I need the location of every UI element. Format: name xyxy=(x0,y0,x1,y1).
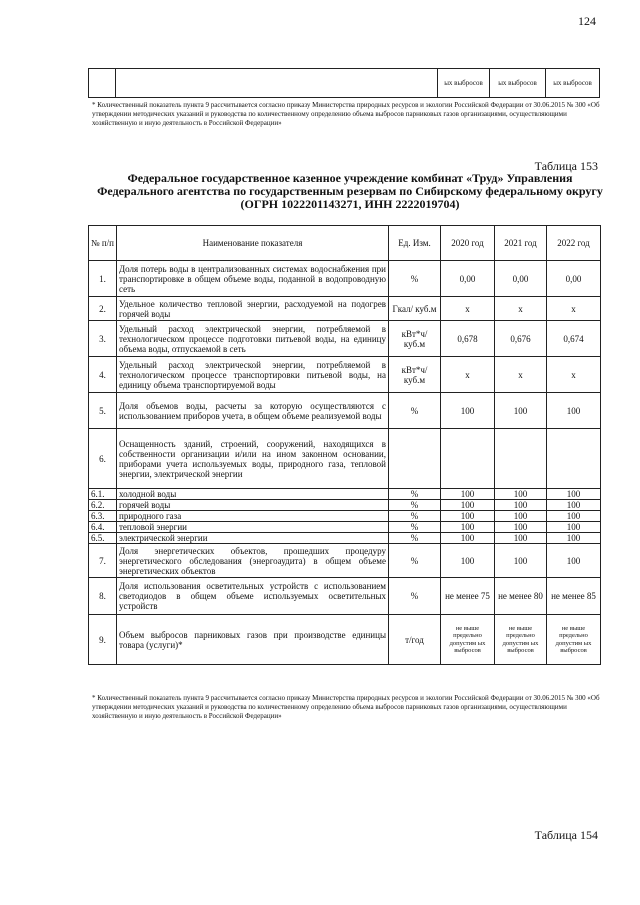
table-row xyxy=(89,522,601,533)
value-2022: х xyxy=(547,297,601,321)
value-2022 xyxy=(547,429,601,489)
indicator-name: Удельный расход электрической энергии, потребляемой в технологическом процессе транспортировки питьевой воды, на единицу объема транспортируемой воды xyxy=(117,357,389,393)
value-2022: 100 xyxy=(547,533,601,544)
value-2022: 100 xyxy=(547,544,601,578)
table-row xyxy=(89,533,601,544)
table-row xyxy=(89,69,600,98)
value-2021: х xyxy=(495,297,547,321)
value-2020: 100 xyxy=(441,500,495,511)
unit: т/год xyxy=(389,615,441,665)
value-2020: х xyxy=(441,297,495,321)
value-2021 xyxy=(495,429,547,489)
value-2022: не менее 85 xyxy=(547,578,601,615)
table-row xyxy=(89,500,601,511)
row-number: 6. xyxy=(89,429,117,489)
row-number: 2. xyxy=(89,297,117,321)
unit: % xyxy=(389,393,441,429)
next-table-label: Таблица 154 xyxy=(534,828,598,842)
value-2021: 100 xyxy=(495,500,547,511)
unit xyxy=(389,429,441,489)
row-number: 8. xyxy=(89,578,117,615)
value-2020: 100 xyxy=(441,393,495,429)
row-number: 9. xyxy=(89,615,117,665)
unit: Гкал/ куб.м xyxy=(389,297,441,321)
table-row xyxy=(89,489,601,500)
value-2021: 100 xyxy=(495,544,547,578)
unit: % xyxy=(389,544,441,578)
table-cell: ых выбросов xyxy=(546,69,600,98)
value-2022: 100 xyxy=(547,489,601,500)
table-row xyxy=(89,297,601,321)
table-row xyxy=(89,393,601,429)
row-number: 6.3. xyxy=(89,511,117,522)
table-cell xyxy=(89,69,116,98)
indicator-name: Доля использования осветительных устройств с использованием светодиодов в общем объеме используемых осветительных устройств xyxy=(117,578,389,615)
table-row xyxy=(89,357,601,393)
value-2020 xyxy=(441,429,495,489)
value-2021: 100 xyxy=(495,533,547,544)
value-2021: 100 xyxy=(495,522,547,533)
value-2021: не менее 80 xyxy=(495,578,547,615)
indicator-name: Объем выбросов парниковых газов при производстве единицы товара (услуги)* xyxy=(117,615,389,665)
row-number: 7. xyxy=(89,544,117,578)
indicator-name: Удельный расход электрической энергии, потребляемой в технологическом процессе подготовки питьевой воды, на единицу объема воды, отпускаемой в сеть xyxy=(117,321,389,357)
value-2021: 100 xyxy=(495,489,547,500)
unit: % xyxy=(389,533,441,544)
table-row xyxy=(89,544,601,578)
unit: % xyxy=(389,511,441,522)
footnote: * Количественный показатель пункта 9 рассчитывается согласно приказу Министерства природных ресурсов и экологии Российской Федерации от 30.06.2015 № 300 «Об утверждении методических указаний и руководства по количественному определению объема выбросов парниковых газов организациями, осуществляющими хозяйственную и иную деятельность в Российской Федерации» xyxy=(92,101,600,127)
value-2021: 0,00 xyxy=(495,261,547,297)
value-2021: х xyxy=(495,357,547,393)
indicator-name: Оснащенность зданий, строений, сооружений, находящихся в собственности организации и/или на ином законном основании, приборами учета используемых воды, природного газа, тепловой энергии, электрической энергии xyxy=(117,429,389,489)
row-number: 6.2. xyxy=(89,500,117,511)
value-2022: 100 xyxy=(547,500,601,511)
row-number: 6.1. xyxy=(89,489,117,500)
indicator-name: Доля объемов воды, расчеты за которую осуществляются с использованием приборов учета, в общем объеме реализуемой воды xyxy=(117,393,389,429)
value-2020: 100 xyxy=(441,489,495,500)
header-cell: 2021 год xyxy=(495,226,547,261)
indicator-name: холодной воды xyxy=(117,489,389,500)
table-cell: ых выбросов xyxy=(438,69,490,98)
table-row xyxy=(89,261,601,297)
value-2020: не менее 75 xyxy=(441,578,495,615)
header-cell: № п/п xyxy=(89,226,117,261)
indicator-name: тепловой энергии xyxy=(117,522,389,533)
unit: % xyxy=(389,522,441,533)
table-row xyxy=(89,511,601,522)
value-2022: х xyxy=(547,357,601,393)
header-cell: Ед. Изм. xyxy=(389,226,441,261)
value-2020: 100 xyxy=(441,544,495,578)
table-cell: ых выбросов xyxy=(490,69,546,98)
indicator-name: электрической энергии xyxy=(117,533,389,544)
table-row xyxy=(89,578,601,615)
indicator-name: Удельное количество тепловой энергии, расходуемой на подогрев горячей воды xyxy=(117,297,389,321)
value-2022: 0,674 xyxy=(547,321,601,357)
indicator-name: Доля энергетических объектов, прошедших процедуру энергетического обследования (энергоаудита) в общем объеме энергетических объектов xyxy=(117,544,389,578)
organization-title: Федеральное государственное казенное учреждение комбинат «Труд» Управления Федерального агентства по государственным резервам по Сибирскому федеральному округу (ОГРН 1022201143271, ИНН 2222019704) xyxy=(97,171,603,211)
row-number: 1. xyxy=(89,261,117,297)
row-number: 5. xyxy=(89,393,117,429)
indicator-name: Доля потерь воды в централизованных системах водоснабжения при транспортировке в общем объеме воды, поданной в водопроводную сеть xyxy=(117,261,389,297)
value-2022: 100 xyxy=(547,522,601,533)
indicator-name: природного газа xyxy=(117,511,389,522)
table-header-row xyxy=(89,226,601,261)
header-cell: Наименование показателя xyxy=(117,226,389,261)
table-row xyxy=(89,615,601,665)
header-cell: 2020 год xyxy=(441,226,495,261)
indicator-name: горячей воды xyxy=(117,500,389,511)
row-number: 3. xyxy=(89,321,117,357)
unit: % xyxy=(389,578,441,615)
table-label: Таблица 153 xyxy=(534,159,598,173)
page-number: 124 xyxy=(578,14,596,28)
value-2020: 100 xyxy=(441,511,495,522)
value-2020: 0,00 xyxy=(441,261,495,297)
value-2022: 0,00 xyxy=(547,261,601,297)
value-2020: 100 xyxy=(441,522,495,533)
row-number: 4. xyxy=(89,357,117,393)
unit: % xyxy=(389,261,441,297)
row-number: 6.5. xyxy=(89,533,117,544)
value-2020: 100 xyxy=(441,533,495,544)
table-cell xyxy=(116,69,438,98)
unit: % xyxy=(389,489,441,500)
unit: кВт*ч/ куб.м xyxy=(389,321,441,357)
header-cell: 2022 год xyxy=(547,226,601,261)
value-2021: 100 xyxy=(495,511,547,522)
value-2022: 100 xyxy=(547,511,601,522)
table-row xyxy=(89,429,601,489)
value-2021: не выше предельно допустим ых выбросов xyxy=(495,615,547,665)
row-number: 6.4. xyxy=(89,522,117,533)
value-2022: 100 xyxy=(547,393,601,429)
unit: % xyxy=(389,500,441,511)
continued-table xyxy=(88,68,600,98)
value-2022: не выше предельно допустим ых выбросов xyxy=(547,615,601,665)
table-row xyxy=(89,321,601,357)
indicators-table xyxy=(88,225,601,665)
value-2020: х xyxy=(441,357,495,393)
value-2020: не выше предельно допустим ых выбросов xyxy=(441,615,495,665)
value-2021: 0,676 xyxy=(495,321,547,357)
value-2020: 0,678 xyxy=(441,321,495,357)
value-2021: 100 xyxy=(495,393,547,429)
unit: кВт*ч/ куб.м xyxy=(389,357,441,393)
footnote: * Количественный показатель пункта 9 рассчитывается согласно приказу Министерства природных ресурсов и экологии Российской Федерации от 30.06.2015 № 300 «Об утверждении методических указаний и руководства по количественному определению объема выбросов парниковых газов организациями, осуществляющими хозяйственную и иную деятельность в Российской Федерации» xyxy=(92,694,600,720)
